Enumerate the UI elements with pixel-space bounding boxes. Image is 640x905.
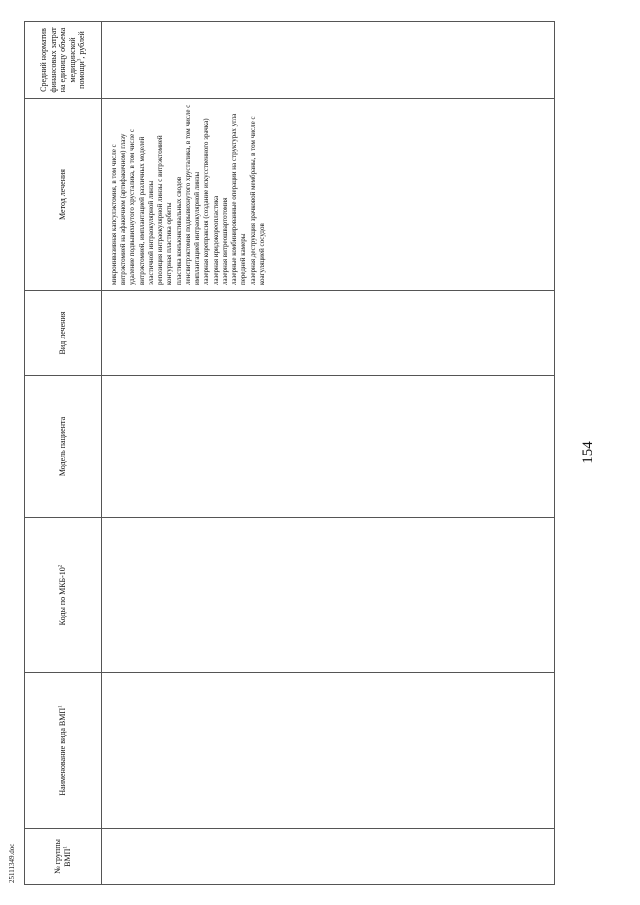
vmp-table [24,21,555,885]
cell-patient-model [102,376,555,518]
header-label: Наименование вида ВМП [58,707,68,796]
header-treatment-type [25,291,102,376]
header-vmp-type-name [25,673,102,829]
footnote-mark: 3 [77,58,83,62]
header-label: № группы ВМП [53,839,72,874]
header-mkb-codes [25,518,102,673]
list-item: контурная пластика орбиты [165,202,174,285]
cell-vmp-type-name [102,673,555,829]
footnote-mark: 1 [58,705,64,708]
cell-treatment-type [102,291,555,376]
list-item: лазерная деструкция зрачковой мембраны, в том числе с коагуляцией сосудов [248,116,266,285]
list-item: лазерная витреошвартотомия [220,197,229,285]
vmp-table-wrapper [24,22,555,885]
cell-mkb-codes [102,518,555,673]
list-item: лазерная иридокореопластика [211,195,220,285]
header-label: Метод лечения [58,169,68,220]
header-label: Средний норматив финансовых затрат на единицу объема медицинской помощи [39,27,87,93]
table-row [102,22,555,885]
list-item: удаление подвывихнутого хрусталика, в том числе с витрэктомией, имплантацией различных моделей эластичной интраокулярной линзы [128,129,155,285]
cell-treatment-methods [102,99,555,291]
footnote-mark: 1 [63,846,69,849]
header-label: Модель пациента [58,416,68,477]
list-item: лазерные комбинированные операции на структурах угла передней камеры [230,113,248,285]
header-label: Вид лечения [58,311,68,355]
header-treatment-method [25,99,102,291]
list-item: микроинвазивная капсулэктомия, в том числе с витрэктомией на афакичном (артифакичном) глазу [110,133,128,285]
list-item: ленсвитрэктомия подвывихнутого хрусталика, в том числе с имплантацией интраокулярной линзы [183,104,202,285]
list-item: пластика конъюнктивальных сводов [174,176,183,285]
table-header-row [25,22,102,885]
list-item: лазерная корепраксия (создание искусственного зрачка) [202,118,211,285]
page-number: 154 [580,441,596,464]
header-patient-model [25,376,102,518]
header-label: Коды по МКБ-10 [58,567,68,626]
cell-cost-norm [102,22,555,99]
header-group-number [25,829,102,885]
footnote-mark: 2 [58,564,64,568]
header-suffix: , рублей [77,31,87,59]
document-id: 25111349.doc [8,843,16,883]
header-cost-norm [25,22,102,99]
cell-group-number [102,829,555,885]
list-item: репозиция интраокулярной линзы с витрэктомией [156,135,165,285]
